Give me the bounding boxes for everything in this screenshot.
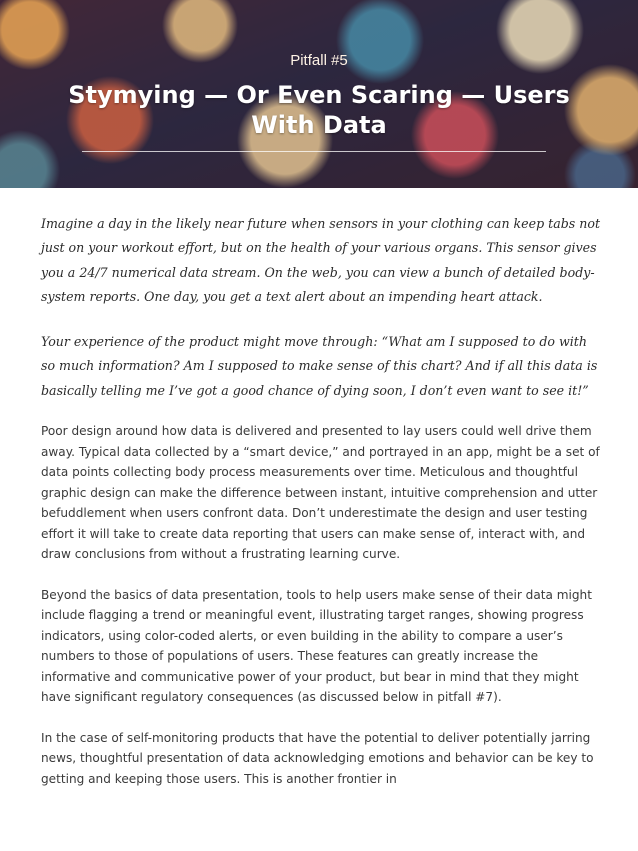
experience-quote: “What am I supposed to do with so much information? Am I supposed to make sense of this chart? And if all this data is basically telling me I’ve got a good chance of dying soon, I don’t even want to see it!” <box>41 334 598 398</box>
intro-paragraph: Imagine a day in the likely near future when sensors in your clothing can keep tabs not just on your workout effort, but on the health of your various organs. This sensor gives you a 24/7 numerical data stream. On the web, you can view a bunch of detailed body-system reports. One day, you get a text alert about an impending heart attack. <box>41 216 601 304</box>
body-paragraph-2: Beyond the basics of data presentation, tools to help users make sense of their data might include flagging a trend or meaningful event, illustrating target ranges, showing progress indicators, using color-coded alerts, or even building in the ability to compare a user’s numbers to those of populations of users. These features can greatly increase the informative and communicative power of your product, but bear in mind that they might have significant regulatory consequences (as discussed below in pitfall #7). <box>41 587 592 705</box>
title-divider <box>82 151 546 152</box>
body-paragraph-1: Poor design around how data is delivered and presented to lay users could well drive them away. Typical data collected by a “smart device,” and portrayed in an app, might be a set of data points collecting body process measurements over time. Meticulous and thoughtful graphic design can make the difference between instant, intuitive comprehension and utter befuddlement when users confront data. Don’t underestimate the design and user testing effort it will take to create data reporting that users can make sense of, interact with, and draw conclusions from without a frustrating learning curve. <box>41 424 600 562</box>
body-paragraph-3: In the case of self-monitoring products that have the potential to deliver potentially jarring news, thoughtful presentation of data acknowledging emotions and behavior can be key to getting and keeping those users. This is another frontier in <box>41 730 594 786</box>
pitfall-kicker: Pitfall #5 <box>290 52 348 69</box>
page-title: Stymying — Or Even Scaring — Users With Data <box>68 81 570 139</box>
experience-lead: Your experience of the product might move through: <box>41 334 378 350</box>
hero-banner <box>0 0 638 188</box>
article-body <box>41 212 601 789</box>
experience-paragraph <box>41 330 601 403</box>
